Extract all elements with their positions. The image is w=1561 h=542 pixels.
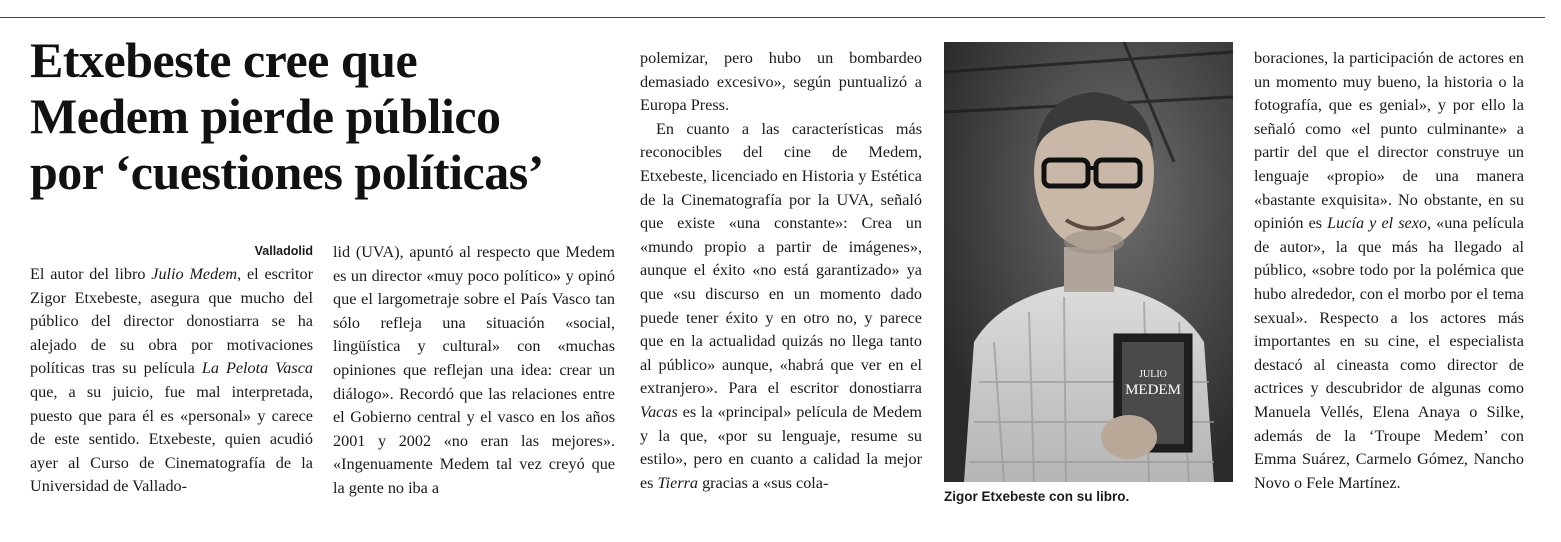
- photo-caption: Zigor Etxebeste con su libro.: [944, 489, 1130, 504]
- article-column-3: [640, 47, 922, 495]
- article-column-4: [1254, 47, 1524, 495]
- book-title-line-1: JULIO: [1139, 369, 1167, 380]
- paragraph-1-part-1: El autor del libro Julio Medem, el escritor Zigor Etxebeste, asegura que mucho del público del director donostiarra se ha alejado de su obra por motivaciones políticas tras su película La Pelota Vasca que, a su juicio, fue mal interpretada, puesto que para él es «personal» y carece de este sentido. Etxebeste, quien acudió ayer al Curso de Cinematografía de la Universidad de Vallado-: [30, 265, 313, 496]
- paragraph-1-part-3: polemizar, pero hubo un bombardeo demasiado excesivo», según puntualizó a Europa Press.: [640, 49, 922, 115]
- article-column-1: [30, 263, 313, 499]
- paragraph-1-part-2: lid (UVA), apuntó al respecto que Medem es un director «muy poco político» y opinó que el largometraje sobre el País Vasco tan sólo refleja una situación «social, lingüística y cultural» con «muchas opiniones que reflejan una idea: crear un diálogo». Recordó que las relaciones entre el Gobierno central y el vasco en los años 2001 y 2002 «no eran las mejores». «Ingenuamente Medem tal vez creyó que la gente no iba a: [333, 243, 615, 497]
- article-column-2: [333, 241, 615, 501]
- top-rule: [0, 17, 1545, 18]
- author-photo: [944, 42, 1233, 482]
- author-photo-illustration: [944, 42, 1233, 482]
- paragraph-2-part-2: boraciones, la participación de actores en un momento muy bueno, la historia o la fotografía, que es genial», y por ello la señaló como «el punto culminante» a partir del que el director construye un lenguaje «propio» de una manera «bastante exquisita». No obstante, en su opinión es Lucía y el sexo, «una película de autor», la que más ha llegado al público, «sobre todo por la polémica que hubo alrededor, con el morbo por el tema sexual». Respecto a los actores más importantes en su cine, el especialista destacó al cineasta como director de actrices y descubridor de algunas como Manuela Vellés, Elena Anaya o Silke, además de la ‘Troupe Medem’ con Emma Suárez, Carmelo Gómez, Nancho Novo o Fele Martínez.: [1254, 49, 1524, 492]
- book-title-line-2: MEDEM: [1125, 382, 1181, 398]
- headline-line-3: por ‘cuestiones políticas’: [30, 144, 544, 200]
- dateline: Valladolid: [254, 244, 313, 258]
- headline-line-2: Medem pierde público: [30, 88, 501, 144]
- headline: [30, 32, 630, 200]
- headline-line-1: Etxebeste cree que: [30, 32, 418, 88]
- paragraph-2-part-1: En cuanto a las características más reconocibles del cine de Medem, Etxebeste, licenciado en Historia y Estética de la Cinematografía por la UVA, señaló que existe «una constante»: Crea un «mundo propio a partir de imágenes», aunque el éxito «no está garantizado» ya que «su discurso en un momento dado puede tener éxito y en otro no, y parece que en la actualidad quizás no llega tanto al público» aunque, «habrá que ver en el extranjero». Para el escritor donostiarra Vacas es la «principal» película de Medem y la que, «por su lenguaje, resume su estilo», pero en cuanto a calidad la mejor es Tierra gracias a «sus cola-: [640, 119, 922, 492]
